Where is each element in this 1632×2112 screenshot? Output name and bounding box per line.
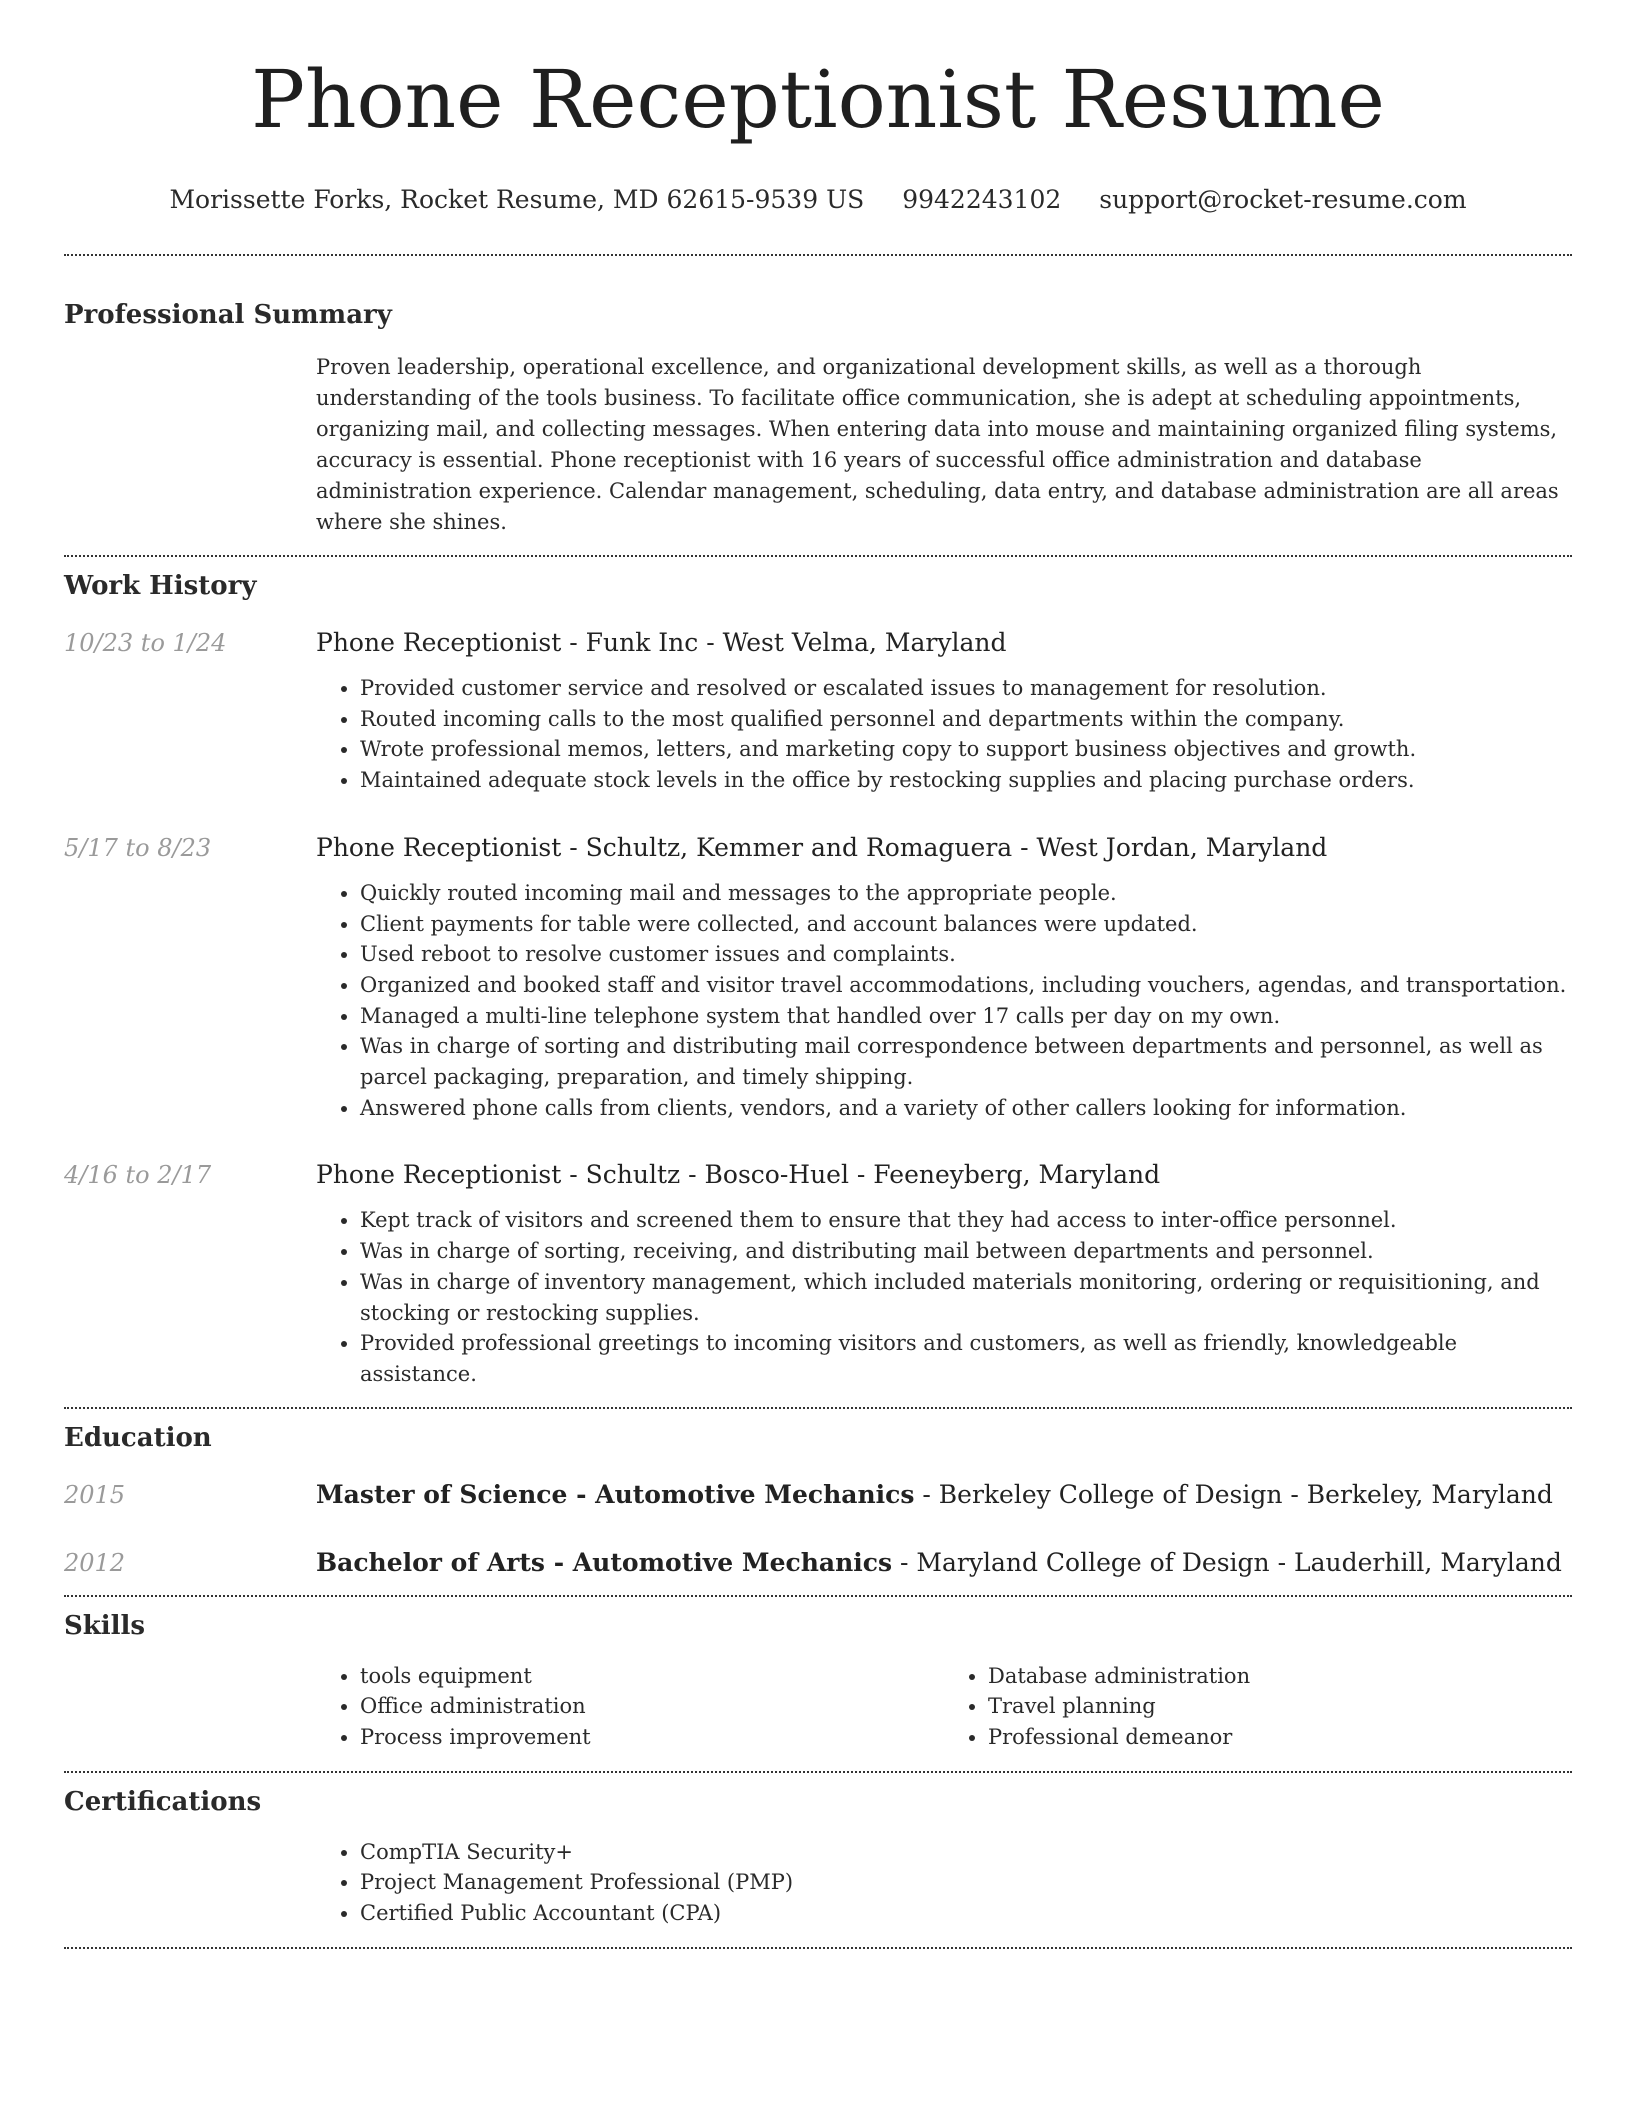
education-school: - Maryland College of Design - Lauderhill, Maryland	[892, 1547, 1562, 1577]
education-section	[64, 1421, 1572, 1579]
list-item: • Managed a multi-line telephone system that handled over 17 calls per day on my own.	[360, 1001, 1572, 1032]
skills-list-right	[944, 1661, 1572, 1753]
section-divider	[64, 1595, 1572, 1597]
job-title: Phone Receptionist - Schultz - Bosco-Huel - Feeneyberg, Maryland	[316, 1160, 1161, 1190]
job-dates: 4/16 to 2/17	[64, 1161, 212, 1190]
contact-email: support@rocket-resume.com	[1099, 185, 1467, 214]
section-divider	[64, 1407, 1572, 1409]
job-entry	[64, 627, 1572, 796]
list-item: • Used reboot to resolve customer issues and complaints.	[360, 939, 1572, 970]
contact-line	[64, 184, 1572, 216]
job-dates: 10/23 to 1/24	[64, 629, 227, 657]
summary-text: Proven leadership, operational excellence, and organizational development skills, as well as a thorough understanding of the tools business. To facilitate office communication, she is adept at scheduling appointments, organizing mail, and collecting messages. When entering data into mouse and maintaining organized filing systems, accuracy is essential. Phone receptionist with 16 years of successful office administration and database administration experience. Calendar management, scheduling, data entry, and database administration are all areas where she shines.	[316, 355, 1559, 534]
list-item: • Certified Public Accountant (CPA)	[360, 1898, 1572, 1929]
list-item: • Was in charge of inventory management, which included materials monitoring, ordering or requisitioning, and stocking or restocking supplies.	[360, 1267, 1572, 1328]
resume-title: Phone Receptionist Resume	[251, 53, 1385, 146]
list-item: • Process improvement	[360, 1722, 944, 1753]
job-entry	[64, 1159, 1572, 1389]
job-entry	[64, 832, 1572, 1124]
list-item: • Was in charge of sorting and distributing mail correspondence between departments and personnel, as well as parcel packaging, preparation, and timely shipping.	[360, 1031, 1572, 1092]
job-bullets	[316, 1205, 1572, 1389]
certifications-section	[64, 1785, 1572, 1929]
job-dates: 5/17 to 8/23	[64, 833, 212, 862]
certifications-list	[316, 1837, 1572, 1929]
education-degree: Bachelor of Arts - Automotive Mechanics	[316, 1547, 893, 1577]
work-history-heading: Work History	[64, 571, 257, 601]
list-item: • Professional demeanor	[988, 1722, 1572, 1753]
certifications-heading: Certifications	[64, 1786, 262, 1817]
list-item: • Answered phone calls from clients, vendors, and a variety of other callers looking for information.	[360, 1093, 1572, 1124]
education-school: - Berkeley College of Design - Berkeley, Maryland	[914, 1479, 1553, 1509]
education-year: 2012	[64, 1548, 126, 1577]
skills-heading: Skills	[64, 1610, 146, 1641]
education-title	[316, 1547, 1572, 1579]
job-title: Phone Receptionist - Schultz, Kemmer and Romaguera - West Jordan, Maryland	[316, 832, 1328, 862]
list-item: • Project Management Professional (PMP)	[360, 1867, 1572, 1898]
section-divider	[64, 1771, 1572, 1773]
skills-section	[64, 1609, 1572, 1753]
list-item: • Maintained adequate stock levels in the office by restocking supplies and placing purchase orders.	[360, 765, 1572, 796]
section-divider	[64, 1947, 1572, 1949]
education-title	[316, 1479, 1572, 1511]
list-item: • Routed incoming calls to the most qualified personnel and departments within the company.	[360, 704, 1572, 735]
job-bullets	[316, 673, 1572, 796]
contact-phone: 9942243102	[902, 185, 1062, 214]
job-title: Phone Receptionist - Funk Inc - West Velma, Maryland	[316, 628, 1007, 657]
education-heading: Education	[64, 1422, 212, 1453]
section-divider	[64, 254, 1572, 256]
education-year: 2015	[64, 1480, 126, 1509]
list-item: • Provided professional greetings to incoming visitors and customers, as well as friendly, knowledgeable assistance.	[360, 1328, 1572, 1389]
list-item: • Office administration	[360, 1691, 944, 1722]
list-item: • Organized and booked staff and visitor travel accommodations, including vouchers, agendas, and transportation.	[360, 970, 1572, 1001]
summary-heading: Professional Summary	[64, 300, 392, 330]
list-item: • Client payments for table were collected, and account balances were updated.	[360, 909, 1572, 940]
resume-page	[64, 0, 1572, 1949]
list-item: • tools equipment	[360, 1661, 944, 1692]
list-item: • Travel planning	[988, 1691, 1572, 1722]
list-item: • Quickly routed incoming mail and messages to the appropriate people.	[360, 878, 1572, 909]
skills-list-left	[316, 1661, 944, 1753]
list-item: • Kept track of visitors and screened them to ensure that they had access to inter-office personnel.	[360, 1205, 1572, 1236]
summary-section	[64, 298, 1572, 538]
education-entry	[64, 1547, 1572, 1579]
list-item: • Was in charge of sorting, receiving, and distributing mail between departments and personnel.	[360, 1236, 1572, 1267]
list-item: • Wrote professional memos, letters, and marketing copy to support business objectives and growth.	[360, 734, 1572, 765]
contact-address: Morissette Forks, Rocket Resume, MD 62615-9539 US	[169, 185, 865, 214]
work-history-section	[64, 569, 1572, 1390]
education-entry	[64, 1479, 1572, 1511]
skills-columns	[316, 1661, 1572, 1753]
list-item: • Provided customer service and resolved or escalated issues to management for resolution.	[360, 673, 1572, 704]
education-degree: Master of Science - Automotive Mechanics	[316, 1479, 915, 1509]
job-bullets	[316, 878, 1572, 1124]
section-divider	[64, 555, 1572, 557]
list-item: • CompTIA Security+	[360, 1837, 1572, 1868]
list-item: • Database administration	[988, 1661, 1572, 1692]
